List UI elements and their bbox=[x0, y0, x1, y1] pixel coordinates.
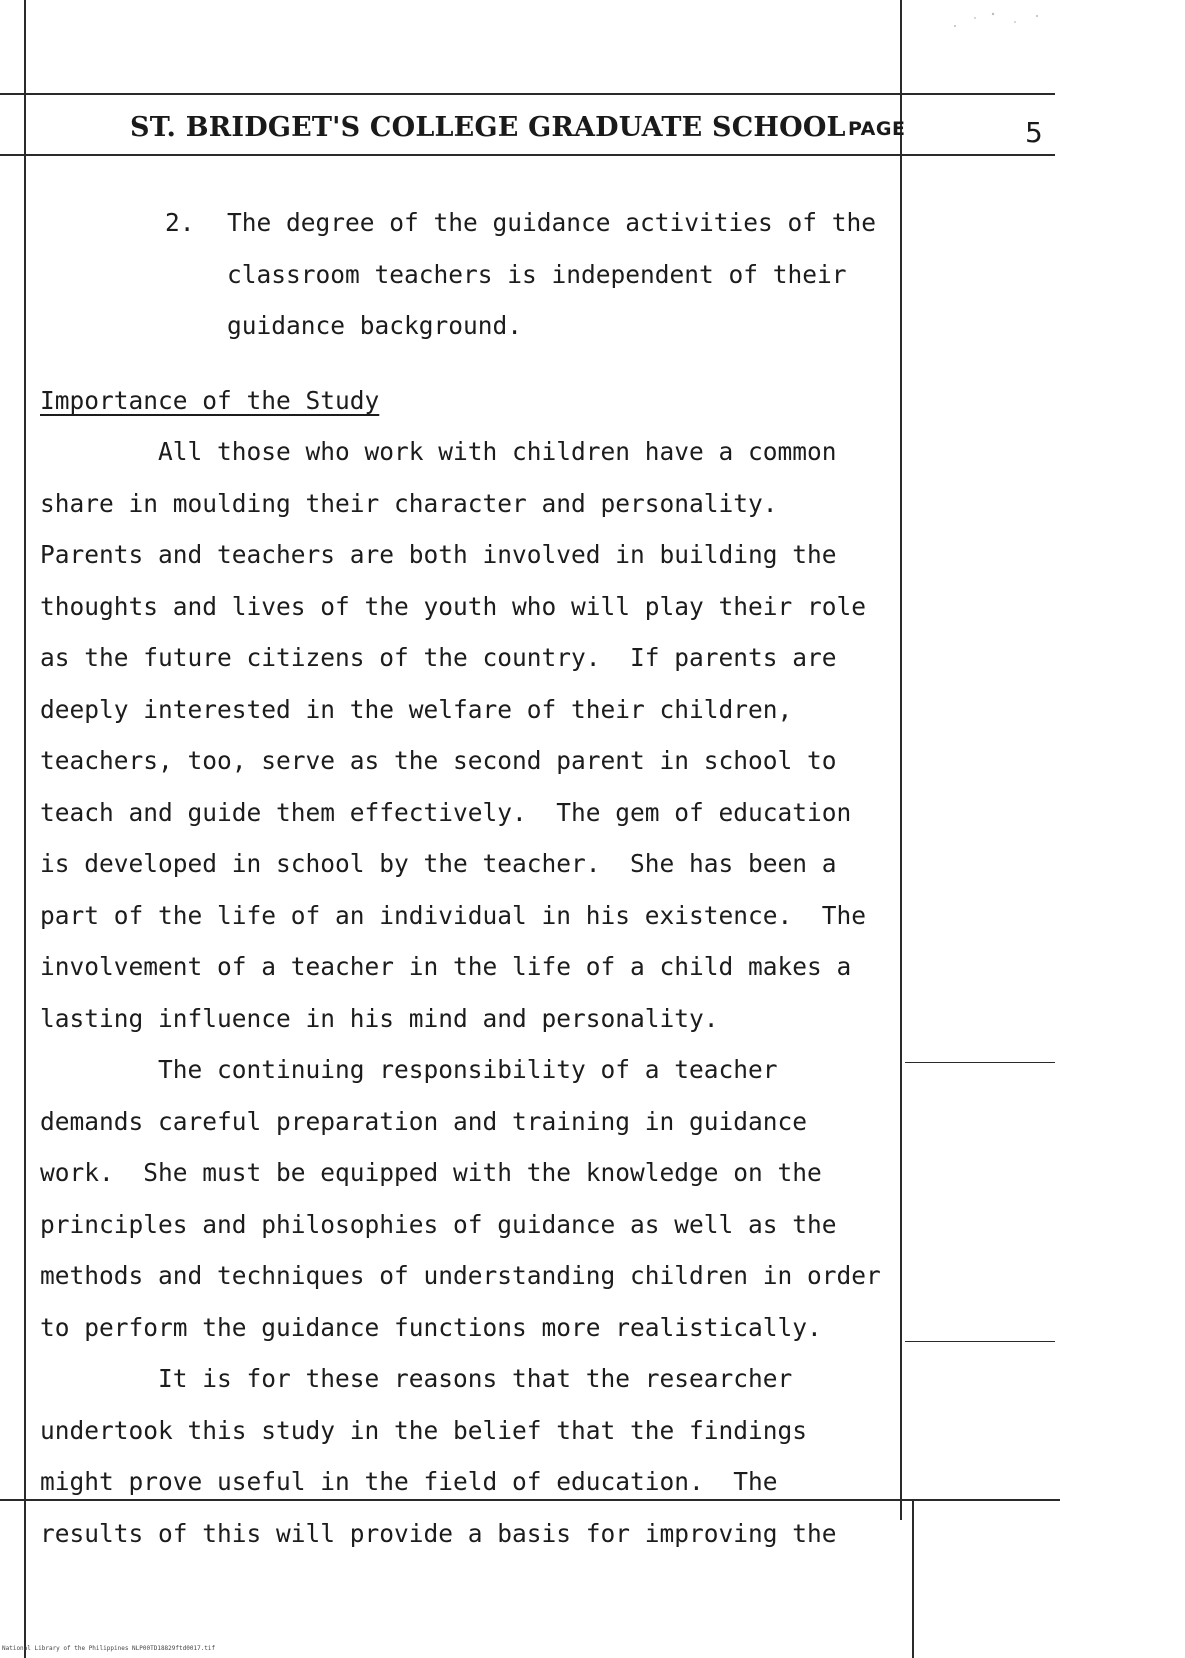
body-line: work. She must be equipped with the knowledge on the bbox=[40, 1158, 822, 1187]
body-line: undertook this study in the belief that the findings bbox=[40, 1415, 808, 1445]
body-line: thoughts and lives of the youth who will play their role bbox=[40, 591, 867, 621]
page-label: PAGE bbox=[848, 118, 906, 140]
page-number: 5 bbox=[1025, 116, 1043, 149]
body-line: lasting influence in his mind and personality. bbox=[40, 1003, 719, 1033]
side-column-rule-2 bbox=[905, 1341, 1055, 1342]
body-line: is developed in school by the teacher. She has been a bbox=[40, 849, 837, 878]
header-bottom-rule bbox=[0, 154, 1055, 156]
body-line: Parents and teachers are both involved in building the bbox=[40, 540, 837, 569]
scan-noise-svg bbox=[945, 6, 1045, 36]
side-column-rule-1 bbox=[905, 1062, 1055, 1063]
body-line: involvement of a teacher in the life of a child makes a bbox=[40, 952, 852, 981]
right-margin-rule-lower bbox=[912, 1500, 914, 1658]
body-line: teachers, too, serve as the second parent in school to bbox=[40, 746, 837, 775]
body-line: might prove useful in the field of education. The bbox=[40, 1467, 778, 1496]
body-line: as the future citizens of the country. If parents are bbox=[40, 643, 837, 672]
body-line: demands careful preparation and training in guidance bbox=[40, 1106, 808, 1136]
body-line: results of this will provide a basis for improving the bbox=[40, 1518, 837, 1548]
body-line: to perform the guidance functions more realistically. bbox=[40, 1312, 822, 1342]
section-body bbox=[40, 426, 881, 1559]
body-line: teach and guide them effectively. The gem of education bbox=[40, 797, 852, 827]
body-line: methods and techniques of understanding children in order bbox=[40, 1261, 881, 1290]
body-line: All those who work with children have a common bbox=[40, 437, 837, 466]
scan-noise-marks bbox=[945, 6, 1045, 36]
hypothesis-line: guidance background. bbox=[227, 311, 523, 340]
hypothesis-item bbox=[165, 197, 947, 352]
body-line: The continuing responsibility of a teacher bbox=[40, 1055, 778, 1084]
scan-footer-label: National Library of the Philippines NLP00TD18829ftd0017.tif bbox=[2, 1645, 216, 1652]
school-name: ST. BRIDGET'S COLLEGE GRADUATE SCHOOL bbox=[130, 112, 846, 143]
header-top-rule bbox=[0, 93, 1055, 95]
body-line: It is for these reasons that the researcher bbox=[40, 1364, 793, 1393]
section-heading: Importance of the Study bbox=[40, 386, 380, 415]
hypothesis-line: classroom teachers is independent of their bbox=[227, 259, 847, 289]
left-margin-rule bbox=[24, 0, 26, 1658]
hypothesis-text bbox=[227, 197, 947, 352]
body-line: share in moulding their character and personality. bbox=[40, 488, 778, 518]
body-line: part of the life of an individual in his existence. The bbox=[40, 900, 867, 930]
body-line: principles and philosophies of guidance as well as the bbox=[40, 1209, 837, 1239]
hypothesis-line: The degree of the guidance activities of the bbox=[227, 208, 877, 237]
body-line: deeply interested in the welfare of their children, bbox=[40, 694, 793, 724]
hypothesis-number: 2. bbox=[165, 208, 195, 237]
